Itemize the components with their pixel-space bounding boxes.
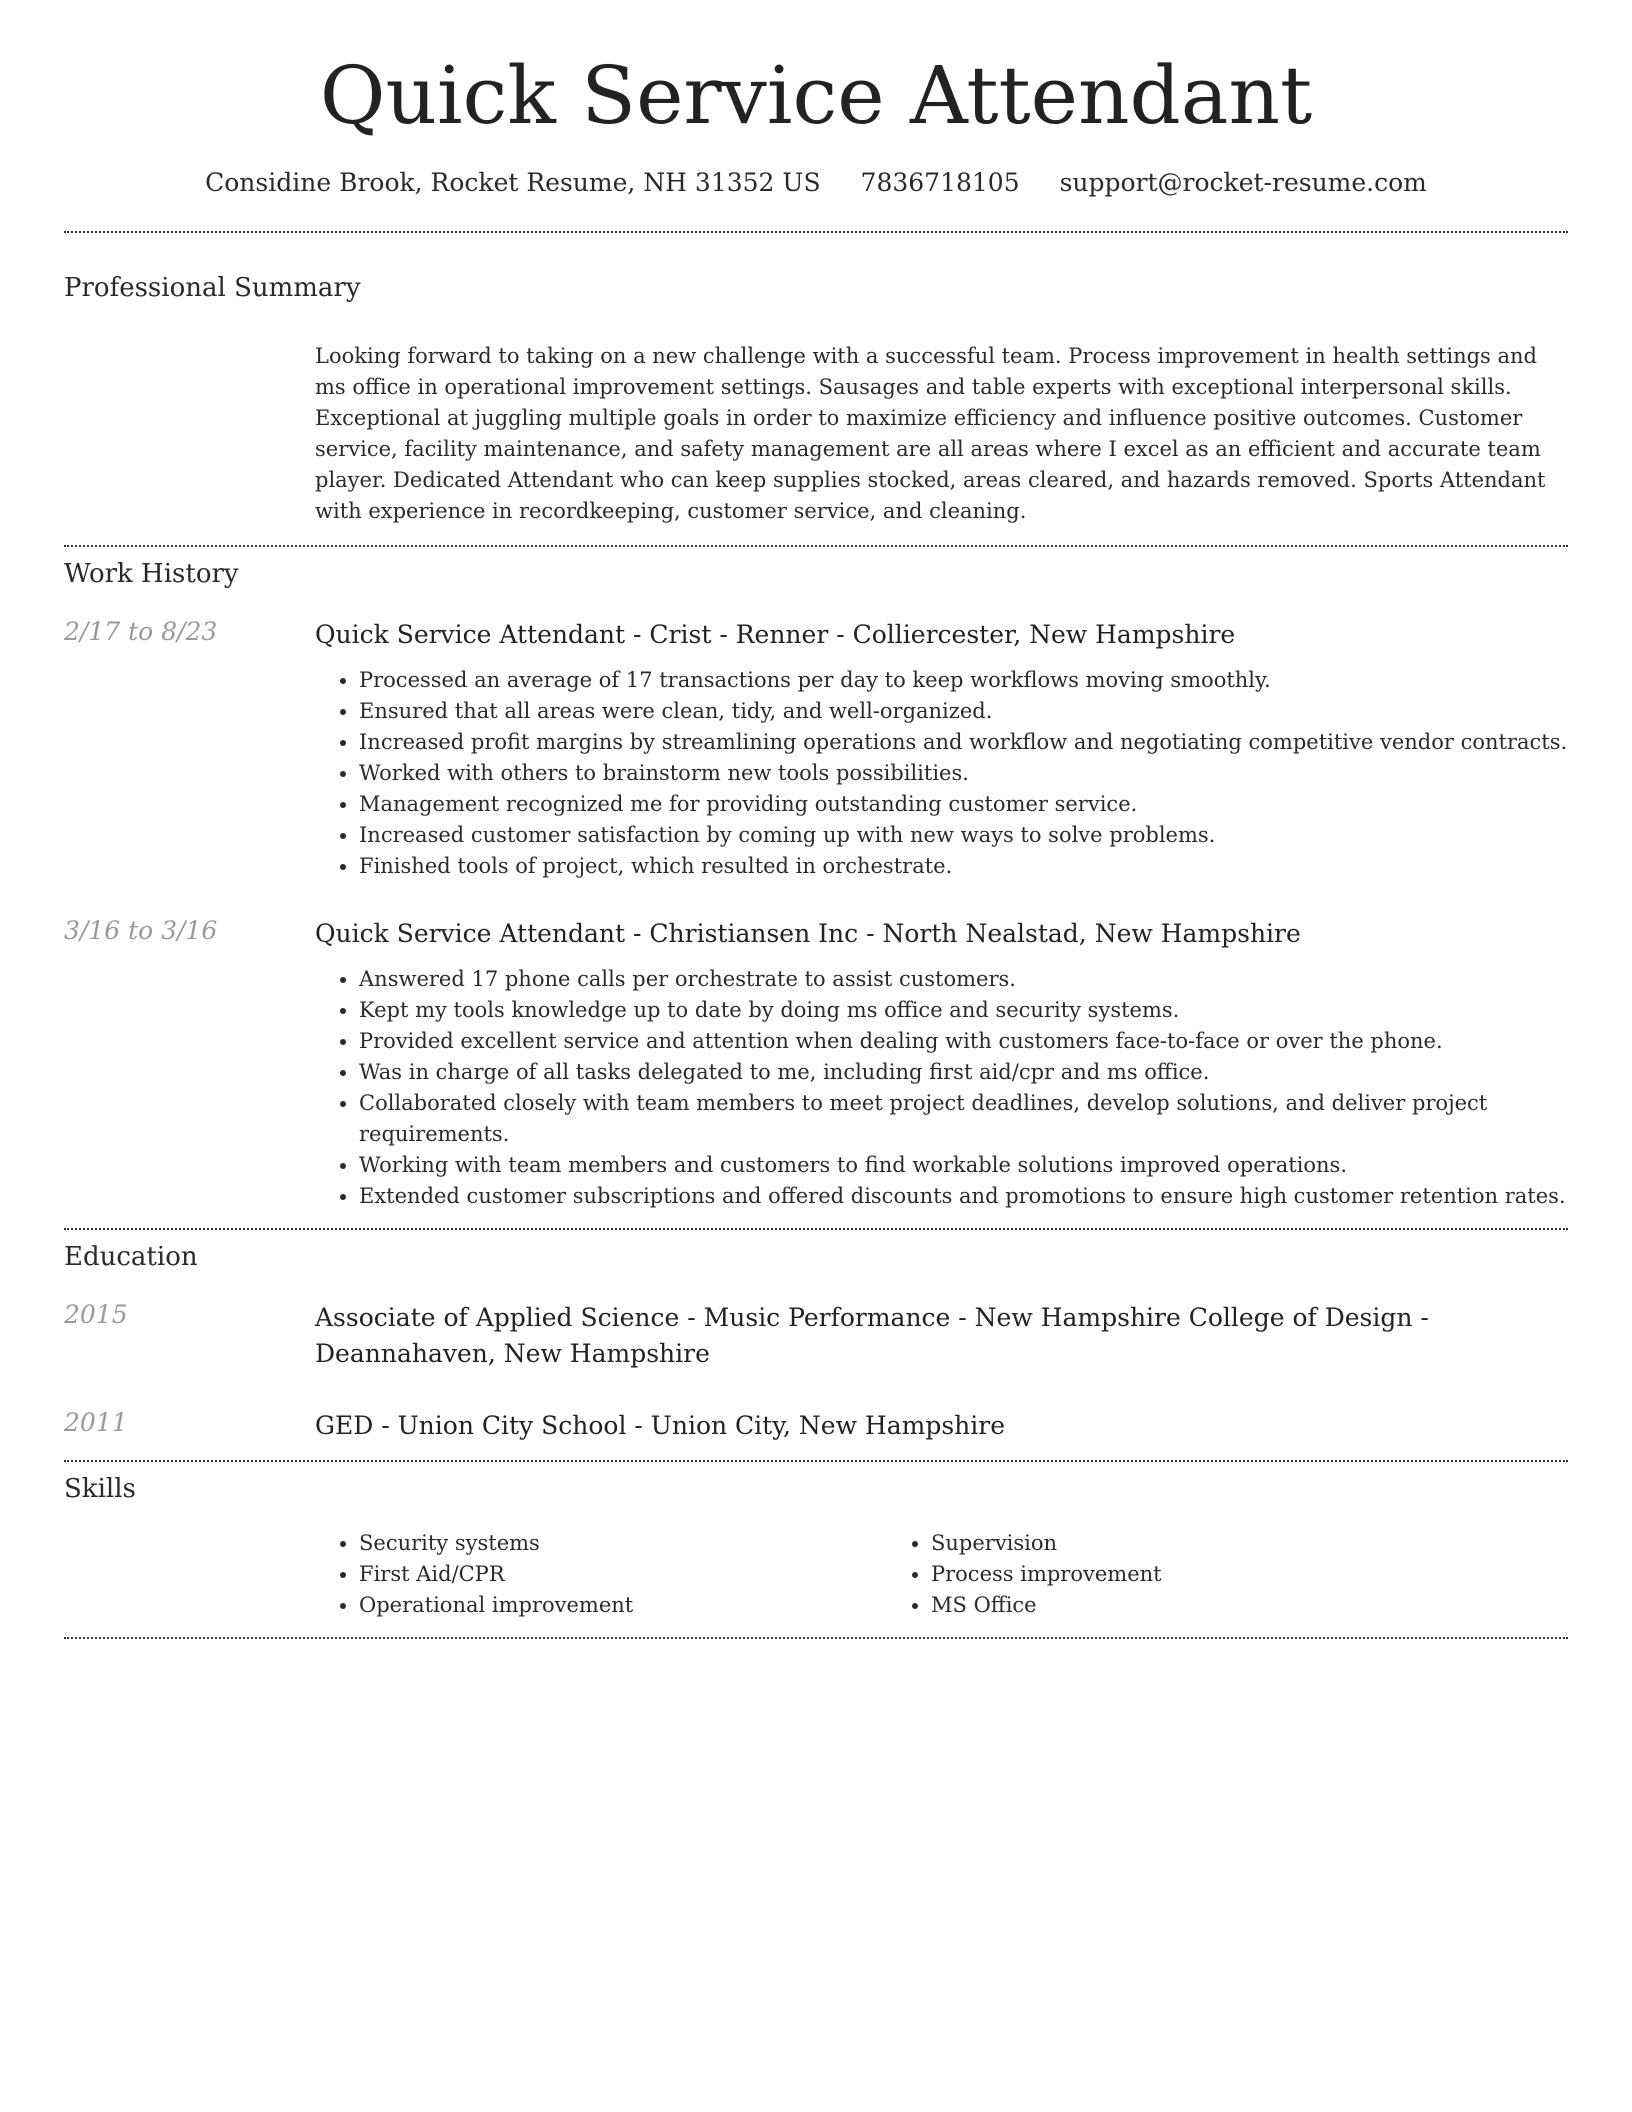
list-item: • Was in charge of all tasks delegated to me, including first aid/cpr and ms office. xyxy=(359,1057,1568,1088)
education-details xyxy=(315,1300,1568,1372)
skills-divider xyxy=(64,1637,1568,1639)
contact-phone: 7836718105 xyxy=(860,168,1020,197)
job-entry xyxy=(64,617,1568,882)
job-bullets xyxy=(315,665,1568,882)
contact-email: support@rocket-resume.com xyxy=(1059,168,1427,197)
contact-line xyxy=(64,168,1568,197)
list-item: • Increased profit margins by streamlining operations and workflow and negotiating competitive vendor contracts. xyxy=(359,727,1568,758)
summary-text: Looking forward to taking on a new challenge with a successful team. Process improvement in health settings and ms office in operational improvement settings. Sausages and table experts with exceptional interpersonal skills. Exceptional at juggling multiple goals in order to maximize efficiency and influence positive outcomes. Customer service, facility maintenance, and safety management are all areas where I excel as an efficient and accurate team player. Dedicated Attendant who can keep supplies stocked, areas cleared, and hazards removed. Sports Attendant with experience in recordkeeping, customer service, and cleaning. xyxy=(315,344,1546,523)
skills-left-spacer xyxy=(64,1504,315,1621)
skills-grid xyxy=(315,1528,1568,1621)
list-item: • Worked with others to brainstorm new tools possibilities. xyxy=(359,758,1568,789)
summary-section xyxy=(64,233,1568,545)
job-details xyxy=(315,617,1568,882)
education-details xyxy=(315,1408,1568,1444)
contact-address: Considine Brook, Rocket Resume, NH 31352 US xyxy=(205,168,821,197)
skills-right xyxy=(315,1504,1568,1621)
list-item: • Increased customer satisfaction by coming up with new ways to solve problems. xyxy=(359,820,1568,851)
skill-item: • Supervision xyxy=(931,1528,1459,1559)
list-item: • Working with team members and customers to find workable solutions improved operations. xyxy=(359,1150,1568,1181)
skill-item: • Security systems xyxy=(359,1528,887,1559)
list-item: • Answered 17 phone calls per orchestrate to assist customers. xyxy=(359,964,1568,995)
education-heading: GED - Union City School - Union City, New Hampshire xyxy=(315,1411,1006,1440)
list-item: • Finished tools of project, which resulted in orchestrate. xyxy=(359,851,1568,882)
list-item: • Collaborated closely with team members to meet project deadlines, develop solutions, and deliver project requirements. xyxy=(359,1088,1568,1150)
summary-row xyxy=(64,303,1568,545)
list-item: • Processed an average of 17 transactions per day to keep workflows moving smoothly. xyxy=(359,665,1568,696)
education-year: 2011 xyxy=(64,1408,128,1437)
job-dates: 2/17 to 8/23 xyxy=(64,617,218,646)
skill-item: • First Aid/CPR xyxy=(359,1559,887,1590)
job-bullets xyxy=(315,964,1568,1212)
work-history-section xyxy=(64,547,1568,1228)
list-item: • Kept my tools knowledge up to date by doing ms office and security systems. xyxy=(359,995,1568,1026)
skills-column-2 xyxy=(887,1528,1459,1621)
list-item: • Extended customer subscriptions and offered discounts and promotions to ensure high customer retention rates. xyxy=(359,1181,1568,1212)
skill-item: • MS Office xyxy=(931,1590,1459,1621)
summary-left-spacer xyxy=(64,303,315,545)
list-item: • Provided excellent service and attention when dealing with customers face-to-face or over the phone. xyxy=(359,1026,1568,1057)
job-details xyxy=(315,916,1568,1212)
education-section xyxy=(64,1230,1568,1460)
job-entry xyxy=(64,916,1568,1212)
skill-item: • Operational improvement xyxy=(359,1590,887,1621)
job-heading: Quick Service Attendant - Christiansen Inc - North Nealstad, New Hampshire xyxy=(315,919,1301,948)
job-dates: 3/16 to 3/16 xyxy=(64,916,218,945)
education-entry xyxy=(64,1408,1568,1444)
work-history-title: Work History xyxy=(64,559,239,589)
education-heading: Associate of Applied Science - Music Performance - New Hampshire College of Design - Deannahaven, New Hampshire xyxy=(315,1303,1429,1368)
job-heading: Quick Service Attendant - Crist - Renner - Colliercester, New Hampshire xyxy=(315,620,1236,649)
skills-spacer xyxy=(64,1621,1568,1637)
list-item: • Management recognized me for providing outstanding customer service. xyxy=(359,789,1568,820)
summary-right xyxy=(315,303,1568,545)
skill-item: • Process improvement xyxy=(931,1559,1459,1590)
education-spacer xyxy=(64,1444,1568,1460)
resume-header xyxy=(64,0,1568,197)
skills-section xyxy=(64,1462,1568,1637)
skills-title: Skills xyxy=(64,1474,136,1504)
candidate-name: Quick Service Attendant xyxy=(319,49,1313,142)
education-title: Education xyxy=(64,1242,198,1272)
education-entry xyxy=(64,1300,1568,1372)
summary-title: Professional Summary xyxy=(64,273,361,303)
education-year: 2015 xyxy=(64,1300,128,1329)
skills-row xyxy=(64,1504,1568,1621)
skills-column-1 xyxy=(315,1528,887,1621)
work-history-spacer xyxy=(64,1212,1568,1228)
list-item: • Ensured that all areas were clean, tidy, and well-organized. xyxy=(359,696,1568,727)
